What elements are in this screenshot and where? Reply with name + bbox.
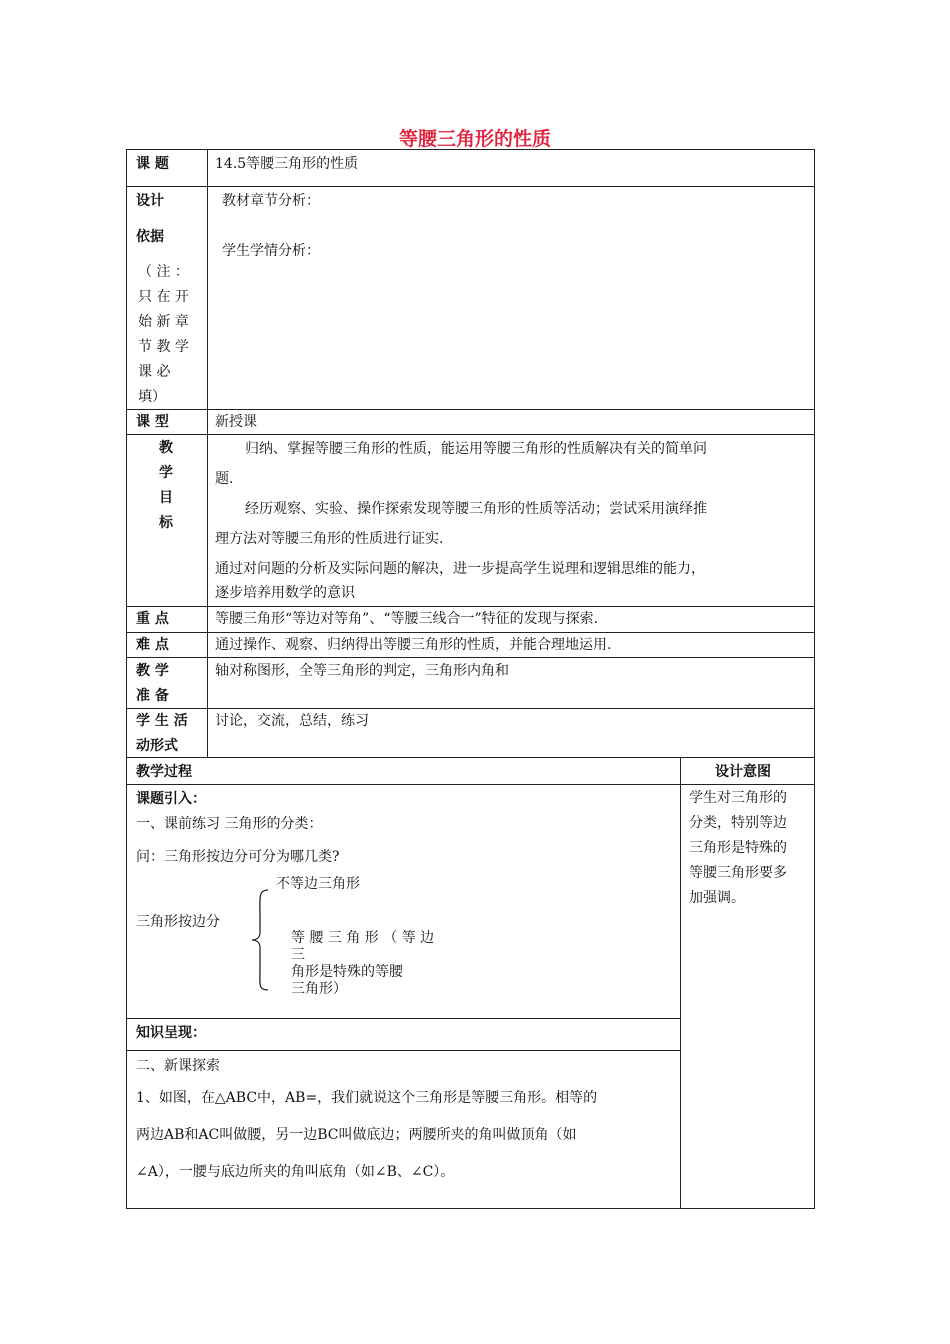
- classify-isosceles-1: 等 腰 三 角 形 （ 等 边: [291, 930, 435, 946]
- classify-scalene: 不等边三角形: [276, 876, 360, 892]
- intent-line-2: 分类，特别等边: [689, 815, 787, 831]
- topic-value: 14.5等腰三角形的性质: [215, 156, 359, 172]
- basis-note-4: 节 教 学: [138, 339, 189, 355]
- definition-line-2: 两边AB和AC叫做腰，另一边BC叫做底边；两腰所夹的角叫做顶角（如: [136, 1127, 577, 1143]
- activity-label-2: 动形式: [136, 738, 178, 754]
- type-label: 课 型: [136, 414, 169, 430]
- difficulty-value: 通过操作、观察、归纳得出等腰三角形的性质，并能合理地运用.: [215, 637, 612, 653]
- key-value: 等腰三角形“等边对等角”、“等腰三线合一”特征的发现与探索.: [215, 611, 599, 627]
- type-value: 新授课: [215, 414, 257, 430]
- difficulty-label: 难 点: [136, 637, 169, 653]
- intent-header: 设计意图: [715, 764, 771, 780]
- intro-line-1: 一、课前练习 三角形的分类：: [136, 816, 323, 832]
- classify-isosceles-4: 三角形）: [291, 981, 347, 997]
- intro-line-2: 问：三角形按边分可分为哪几类?: [136, 849, 340, 865]
- intent-line-3: 三角形是特殊的: [689, 840, 787, 856]
- basis-note-3: 始 新 章: [138, 314, 189, 330]
- goals-label-3: 目: [159, 490, 173, 506]
- prep-label-2: 准 备: [136, 688, 169, 704]
- student-analysis: 学生学情分析：: [222, 243, 320, 259]
- intent-line-4: 等腰三角形要多: [689, 865, 787, 881]
- definition-line-1: 1、如图，在△ABC中，AB=，我们就说这个三角形是等腰三角形。相等的: [136, 1090, 598, 1106]
- goals-label-4: 标: [159, 515, 173, 531]
- goal-2b: 理方法对等腰三角形的性质进行证实.: [215, 531, 444, 547]
- process-header: 教学过程: [136, 764, 192, 780]
- prep-label-1: 教 学: [136, 663, 169, 679]
- basis-note-6: 填）: [138, 389, 166, 405]
- basis-note-2: 只 在 开: [138, 289, 189, 305]
- prep-value: 轴对称图形，全等三角形的判定，三角形内角和: [215, 663, 509, 679]
- basis-label-2: 依据: [136, 229, 164, 245]
- basis-label-1: 设计: [136, 193, 164, 209]
- classify-isosceles-2: 三: [291, 947, 305, 963]
- goal-2a: 经历观察、实验、操作探索发现等腰三角形的性质等活动；尝试采用演绎推: [245, 501, 707, 517]
- intent-column-divider: [680, 757, 681, 1209]
- classify-root: 三角形按边分: [136, 914, 220, 930]
- document-title: 等腰三角形的性质: [398, 128, 551, 150]
- goal-3b: 逐步培养用数学的意识: [215, 585, 355, 601]
- left-brace-icon: [250, 888, 270, 992]
- textbook-analysis: 教材章节分析：: [222, 193, 320, 209]
- topic-label: 课 题: [136, 156, 169, 172]
- key-label: 重 点: [136, 611, 169, 627]
- intro-title: 课题引入：: [136, 791, 206, 807]
- definition-line-3: ∠A），一腰与底边所夹的角叫底角（如∠B、∠C）。: [136, 1164, 455, 1180]
- classify-isosceles-3: 角形是特殊的等腰: [291, 964, 403, 980]
- activity-value: 讨论，交流，总结，练习: [215, 713, 369, 729]
- intent-line-1: 学生对三角形的: [689, 790, 787, 806]
- goal-1a: 归纳、掌握等腰三角形的性质，能运用等腰三角形的性质解决有关的简单问: [245, 441, 707, 457]
- goals-label-1: 教: [159, 440, 173, 456]
- intent-line-5: 加强调。: [689, 890, 745, 906]
- goals-label-2: 学: [159, 465, 173, 481]
- knowledge-title: 知识呈现：: [136, 1025, 206, 1041]
- label-column-divider: [207, 149, 208, 757]
- activity-label-1: 学 生 活: [136, 713, 188, 729]
- basis-note-5: 课 必: [138, 364, 171, 380]
- goal-3a: 通过对问题的分析及实际问题的解决，进一步提高学生说理和逻辑思维的能力，: [215, 561, 705, 577]
- new-lesson-title: 二、新课探索: [136, 1058, 220, 1074]
- basis-note-1: （ 注 ：: [138, 264, 189, 280]
- goal-1b: 题.: [215, 471, 234, 487]
